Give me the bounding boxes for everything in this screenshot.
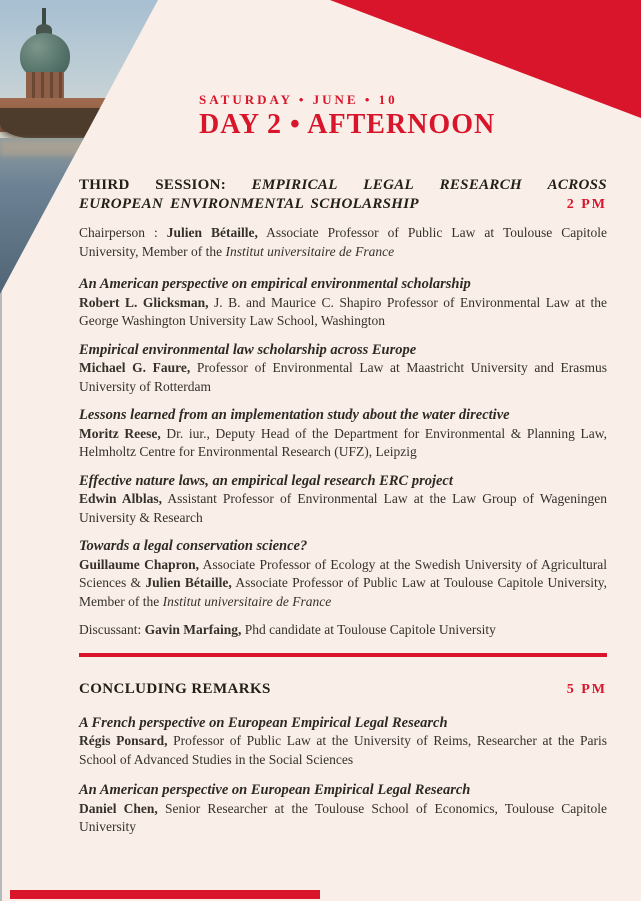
talk-title: Empirical environmental law scholarship across Europe	[79, 341, 417, 358]
talk-item	[79, 406, 607, 462]
concluding-remarks-time: 5 PM	[566, 681, 607, 697]
day-title: DAY 2 • AFTERNOON	[199, 109, 496, 140]
bottom-red-strip	[10, 890, 320, 899]
program-content	[79, 176, 607, 849]
concluding-remarks-heading	[79, 681, 607, 698]
talk-speaker: Moritz Reese, Dr. iur., Deputy Head of the Department for Environmental & Planning Law, Helmholtz Centre for Environmental Research (UFZ), Leipzig	[79, 425, 608, 459]
talk-title: Towards a legal conservation science?	[79, 538, 308, 554]
talk-title: An American perspective on empirical environmental scholarship	[79, 276, 471, 292]
date-kicker: SATURDAY • JUNE • 10	[199, 92, 398, 107]
concluding-section	[79, 681, 607, 837]
talk-item	[79, 714, 607, 770]
concluding-remarks-label: CONCLUDING REMARKS	[79, 680, 271, 697]
talk-speaker: Guillaume Chapron, Associate Professor of Ecology at the Swedish University of Agricultural Sciences & Julien Bétaille, Associate Professor of Public Law at Toulouse Capitole University, Member of the Institut universitaire de France	[79, 556, 608, 609]
talk-speaker: Robert L. Glicksman, J. B. and Maurice C. Shapiro Professor of Environmental Law at the George Washington University Law School, Washington	[79, 294, 607, 328]
photo-trees	[0, 108, 162, 140]
third-session-heading-line2-text: EUROPEAN ENVIRONMENTAL SCHOLARSHIP	[79, 196, 419, 212]
talk-item	[79, 341, 607, 397]
talk-item	[79, 275, 607, 331]
talk-title: Effective nature laws, an empirical legal research ERC project	[79, 472, 453, 489]
third-session-heading	[79, 176, 607, 214]
talk-item	[79, 472, 607, 528]
talk-item	[79, 781, 607, 837]
third-session-heading-line2	[79, 195, 607, 214]
third-session-heading-line1: THIRD SESSION: EMPIRICAL LEGAL RESEARCH ACROSS	[79, 177, 607, 193]
talk-title: An American perspective on European Empirical Legal Research	[79, 782, 471, 798]
talk-speaker: Edwin Alblas, Assistant Professor of Environmental Law at the Law Group of Wageningen University & Research	[79, 491, 607, 525]
discussant-line: Discussant: Gavin Marfaing, Phd candidate at Toulouse Capitole University	[79, 622, 496, 637]
photo-water-reflection	[0, 140, 90, 156]
talk-item	[79, 537, 607, 611]
third-session-time: 2 PM	[566, 197, 607, 212]
chairperson-paragraph: Chairperson : Julien Bétaille, Associate Professor of Public Law at Toulouse Capitole University, Member of the Institut universitaire de France	[79, 225, 607, 259]
talk-speaker: Régis Ponsard, Professor of Public Law at the University of Reims, Researcher at the Paris School of Advanced Studies in the Social Sciences	[79, 733, 607, 767]
talk-speaker: Daniel Chen, Senior Researcher at the Toulouse School of Economics, Toulouse Capitole University	[79, 800, 607, 834]
talk-title: Lessons learned from an implementation study about the water directive	[79, 407, 510, 423]
page-header	[199, 92, 495, 141]
red-divider-rule	[79, 653, 607, 657]
talk-speaker: Michael G. Faure, Professor of Environmental Law at Maastricht University and Erasmus University of Rotterdam	[79, 360, 608, 394]
talk-title: A French perspective on European Empirical Legal Research	[79, 714, 448, 731]
